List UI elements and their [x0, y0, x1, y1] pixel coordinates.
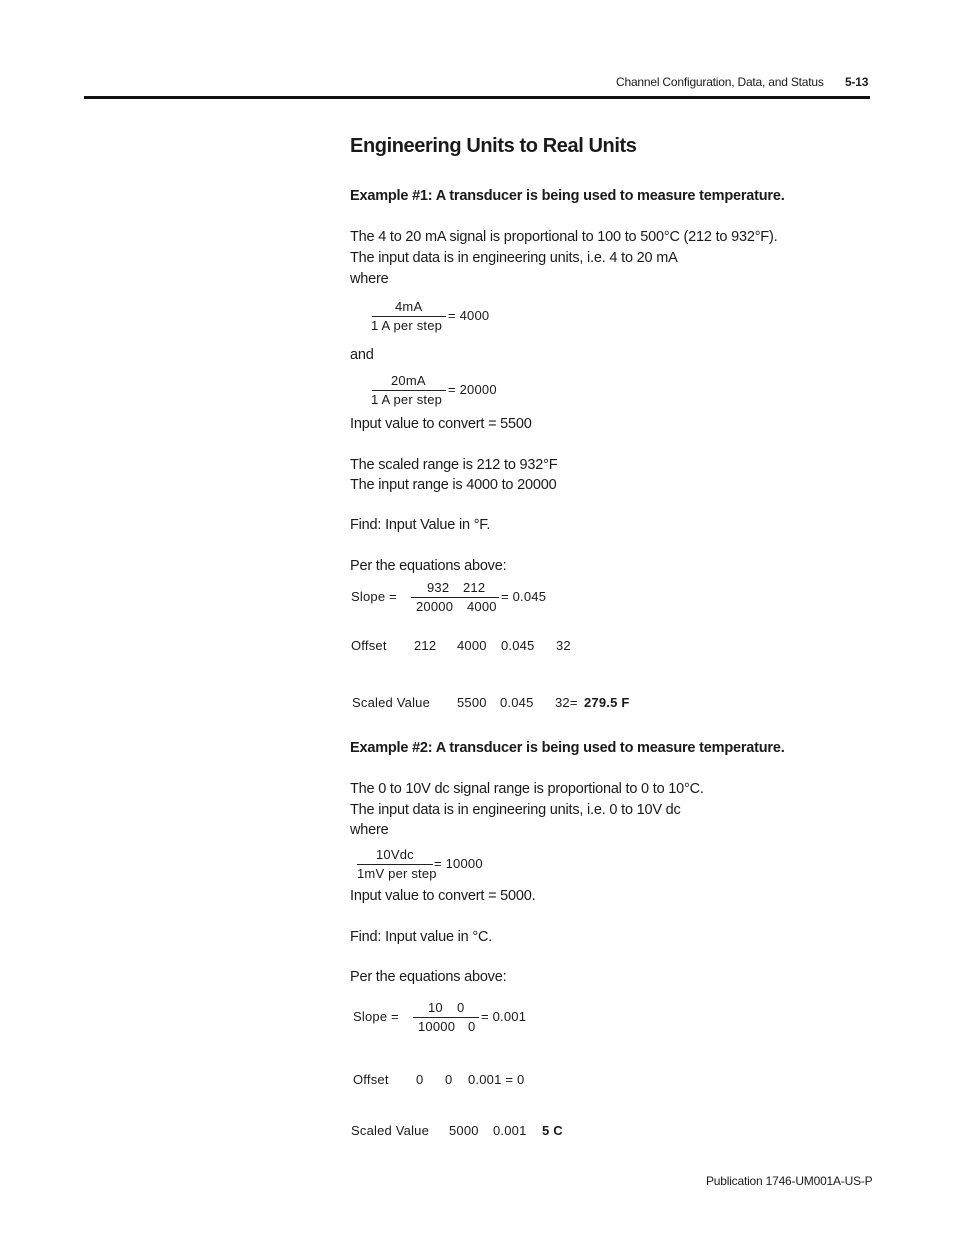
example2-line2: The input data is in engineering units, i.e. 0 to 10V dc — [350, 802, 681, 818]
example2-find: Find: Input value in °C. — [350, 929, 493, 945]
example2-frac-numerator: 10Vdc — [376, 847, 414, 862]
example2-scaled-v2: 0.001 — [493, 1123, 527, 1138]
example1-offset-label: Offset — [351, 638, 387, 653]
example2-input-value: Input value to convert = 5000. — [350, 888, 536, 904]
example1-slope-num-b: 212 — [463, 580, 486, 595]
example1-and: and — [350, 347, 374, 363]
header-rule — [84, 96, 870, 99]
example1-slope-den-a: 20000 — [416, 599, 454, 614]
example1-slope-bar — [411, 597, 499, 598]
example1-slope-label: Slope = — [351, 589, 397, 604]
example2-slope-den-a: 10000 — [418, 1019, 456, 1034]
example1-frac1-bar — [372, 316, 446, 317]
example2-slope-label: Slope = — [353, 1009, 399, 1024]
example1-frac2-numerator: 20mA — [391, 373, 426, 388]
example2-scaled-result: 5 C — [542, 1123, 563, 1138]
example2-offset-label: Offset — [353, 1072, 389, 1087]
example1-line1: The 4 to 20 mA signal is proportional to 100 to 500°C (212 to 932°F). — [350, 229, 778, 245]
example2-scaled-label: Scaled Value — [351, 1123, 430, 1138]
example1-offset-v3: 0.045 — [501, 638, 535, 653]
example2-line1: The 0 to 10V dc signal range is proportional to 0 to 10°C. — [350, 781, 704, 797]
example2-offset-v3: 0.001 = 0 — [468, 1072, 525, 1087]
example1-title: Example #1: A transducer is being used to measure temperature. — [350, 188, 785, 204]
example2-slope-num-a: 10 — [428, 1000, 443, 1015]
example1-find: Find: Input Value in °F. — [350, 517, 491, 533]
page-number: 5-13 — [845, 75, 869, 89]
example1-scaled-result: 279.5 F — [584, 695, 630, 710]
example1-line2: The input data is in engineering units, i.e. 4 to 20 mA — [350, 250, 678, 266]
example2-frac-result: = 10000 — [434, 856, 483, 871]
example2-frac-denominator: 1mV per step — [357, 866, 437, 881]
running-header-title: Channel Configuration, Data, and Status — [616, 75, 824, 89]
example1-offset-v2: 4000 — [457, 638, 487, 653]
example1-frac1-denominator: 1 A per step — [371, 318, 443, 333]
example1-slope-den-b: 4000 — [467, 599, 497, 614]
publication-footer: Publication 1746-UM001A-US-P — [706, 1174, 873, 1188]
example1-scaled-v1: 5500 — [457, 695, 487, 710]
example2-slope-den-b: 0 — [468, 1019, 476, 1034]
example2-frac-bar — [357, 864, 433, 865]
example2-offset-v2: 0 — [445, 1072, 453, 1087]
example1-per-equations: Per the equations above: — [350, 558, 507, 574]
example1-offset-v4: 32 — [556, 638, 571, 653]
example2-per-equations: Per the equations above: — [350, 969, 507, 985]
example2-scaled-v1: 5000 — [449, 1123, 479, 1138]
example2-offset-v1: 0 — [416, 1072, 424, 1087]
example2-slope-result: = 0.001 — [481, 1009, 527, 1024]
example1-offset-v1: 212 — [414, 638, 437, 653]
example1-where: where — [350, 271, 389, 287]
example1-slope-num-a: 932 — [427, 580, 450, 595]
example1-frac2-result: = 20000 — [448, 382, 497, 397]
example2-title: Example #2: A transducer is being used to measure temperature. — [350, 740, 785, 756]
example1-frac1-result: = 4000 — [448, 308, 490, 323]
example1-slope-result: = 0.045 — [501, 589, 547, 604]
example2-where: where — [350, 822, 389, 838]
example1-frac2-denominator: 1 A per step — [371, 392, 443, 407]
section-heading: Engineering Units to Real Units — [350, 135, 637, 157]
example1-scaled-label: Scaled Value — [352, 695, 431, 710]
example2-slope-num-b: 0 — [457, 1000, 465, 1015]
example1-input-value: Input value to convert = 5500 — [350, 416, 532, 432]
example1-scaled-v2: 0.045 — [500, 695, 534, 710]
example1-input-range: The input range is 4000 to 20000 — [350, 477, 557, 493]
example1-scaled-range: The scaled range is 212 to 932°F — [350, 457, 558, 473]
example1-scaled-v3: 32= — [555, 695, 578, 710]
example1-frac2-bar — [372, 390, 446, 391]
example1-frac1-numerator: 4mA — [395, 299, 423, 314]
example2-slope-bar — [413, 1017, 479, 1018]
